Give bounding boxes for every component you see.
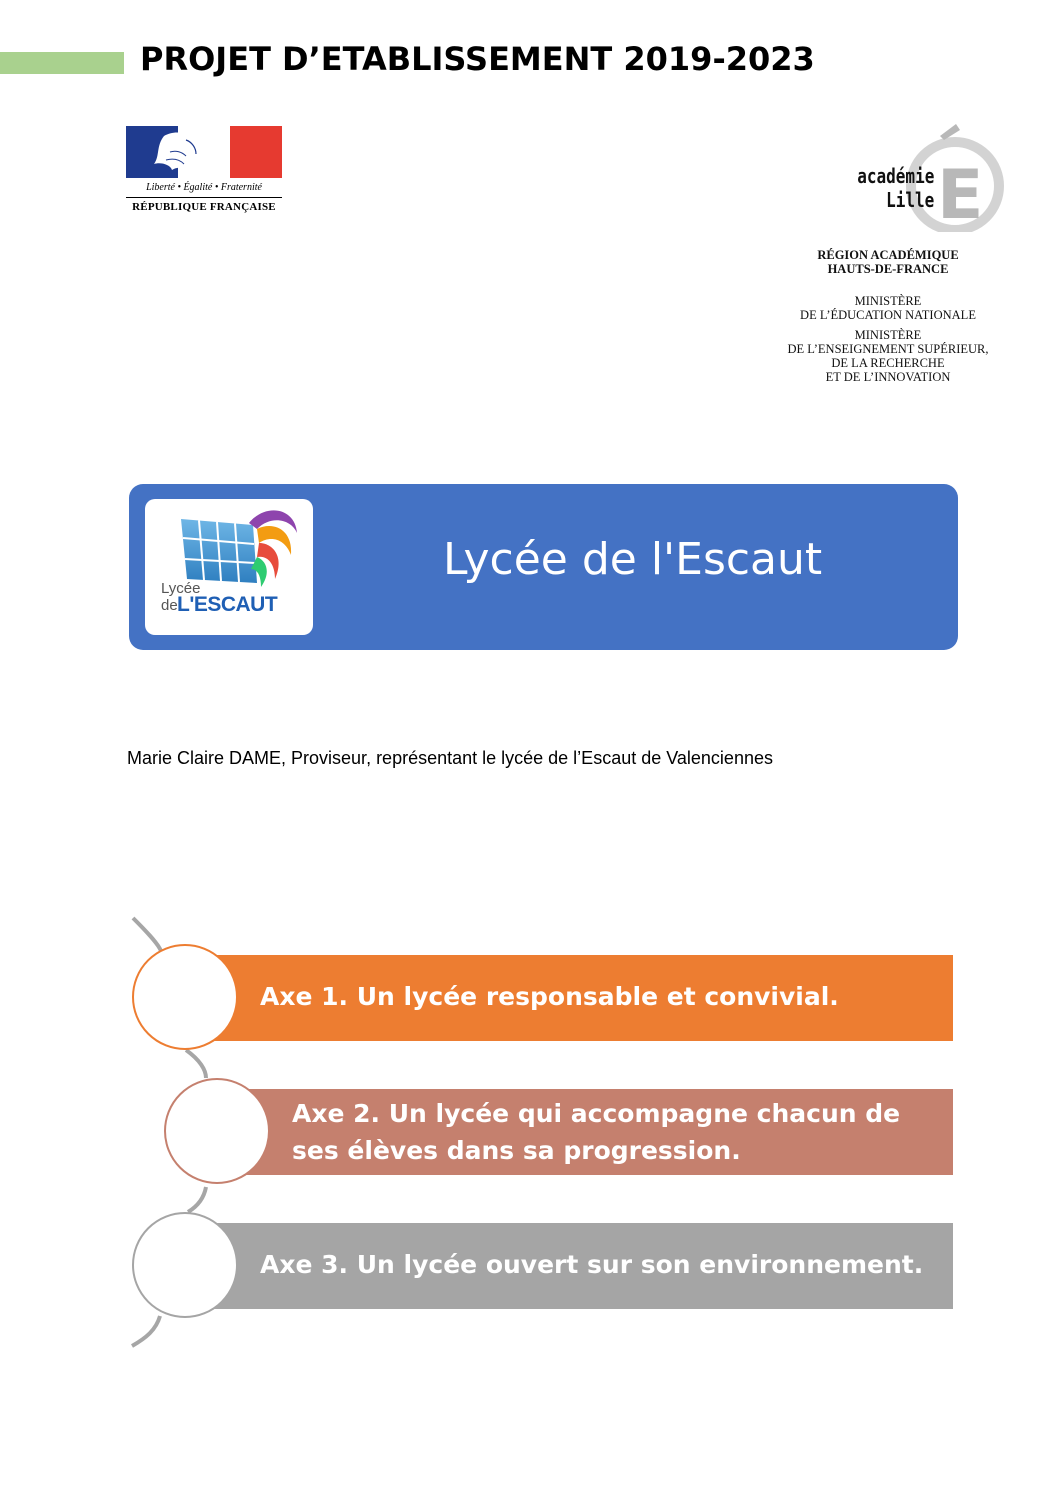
axe-3-label: Axe 3. Un lycée ouvert sur son environnement. <box>260 1250 924 1279</box>
axe-1-bar <box>200 955 953 1041</box>
logo-de-text: de <box>161 597 178 614</box>
ministere2-line3: DE LA RECHERCHE <box>831 356 945 370</box>
ministere1-line2: DE L’ÉDUCATION NATIONALE <box>800 308 976 322</box>
logo-escaut-text: L'ESCAUT <box>177 593 278 616</box>
academie-wordmark-line2: Lille <box>885 188 934 212</box>
school-name: Lycée de l'Escaut <box>443 534 823 585</box>
axe-2-bar <box>232 1089 953 1175</box>
academie-wordmark-line1: académie <box>856 164 934 188</box>
axe-3-bar <box>200 1223 953 1309</box>
axe-1-circle <box>132 944 238 1050</box>
republique-name: RÉPUBLIQUE FRANÇAISE <box>132 201 276 213</box>
ministere2-line2: DE L’ENSEIGNEMENT SUPÉRIEUR, <box>787 342 989 356</box>
svg-text:E: E <box>937 156 984 232</box>
axe-2-label: Axe 2. Un lycée qui accompagne chacun de ses élèves dans sa progression. <box>292 1099 901 1165</box>
region-line1: RÉGION ACADÉMIQUE <box>817 248 959 262</box>
ministere1-line1: MINISTÈRE <box>854 294 922 308</box>
axe-2-circle <box>164 1078 270 1184</box>
ministere2-line1: MINISTÈRE <box>854 328 922 342</box>
republique-motto: Liberté • Égalité • Fraternité <box>146 182 262 193</box>
page-title: PROJET D’ETABLISSEMENT 2019-2023 <box>140 40 815 78</box>
region-line2: HAUTS-DE-FRANCE <box>827 262 949 276</box>
axe-1-label: Axe 1. Un lycée responsable et convivial. <box>260 982 839 1011</box>
author-caption: Marie Claire DAME, Proviseur, représentant le lycée de l’Escaut de Valenciennes <box>127 748 773 768</box>
logo-lycee-text: Lycée <box>161 580 201 597</box>
axe-3-circle <box>132 1212 238 1318</box>
ministere2-line4: ET DE L’INNOVATION <box>825 370 951 384</box>
